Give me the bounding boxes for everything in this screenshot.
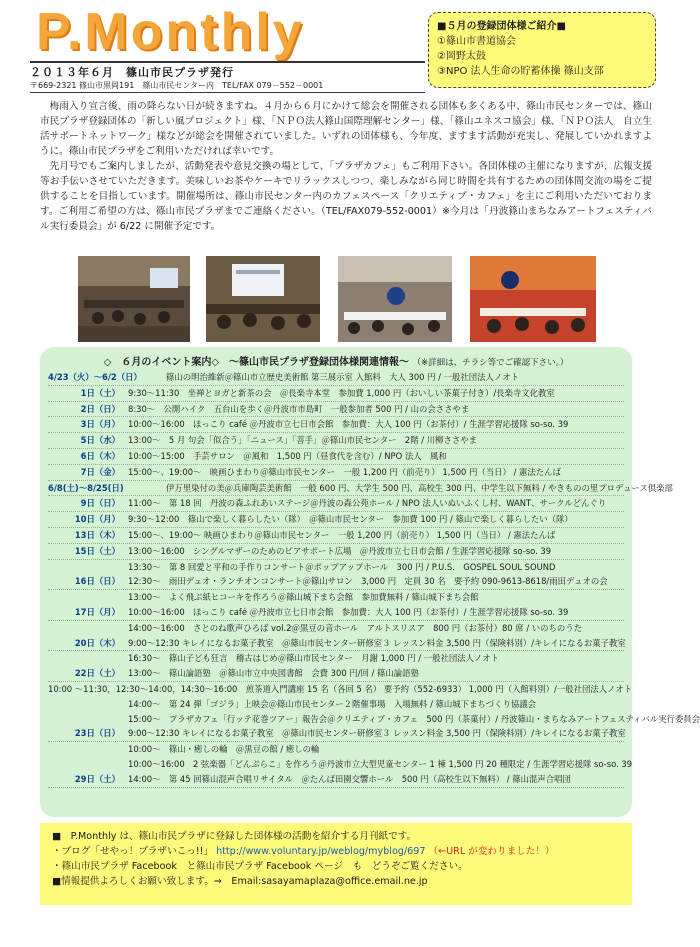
event-date: 15日（土） xyxy=(74,545,120,556)
event-date: 7日（金） xyxy=(80,466,120,477)
event-date: 17日（月） xyxy=(74,606,120,617)
meeting-photo xyxy=(470,256,596,342)
event-date: 22日（土） xyxy=(74,668,120,679)
event-details: 13:00～ 篠山論語塾 ＠篠山市立中央図書館 会費 300 円/回 / 篠山論語塾 xyxy=(128,668,419,679)
event-details: 9:30～12:00 篠山で楽しく暮らしたい（隊） ＠篠山市民センター 参加費 100 円 / 篠山で楽しく暮らしたい（隊） xyxy=(128,514,573,525)
event-row xyxy=(48,772,624,788)
event-row xyxy=(48,544,624,560)
event-details: 8:30～ 公開ハイク 五台山を歩く＠丹波市市島町 一般参加者 500 円 / 山の会ささやま xyxy=(128,403,470,414)
event-row xyxy=(48,560,624,575)
event-details: 15:00～、19:00～ 映画ひまわり＠篠山市民センター 一般 1,200 円（前売り） 1,500 円（当日） / 憲法たんば xyxy=(128,466,561,477)
event-row xyxy=(48,757,633,772)
event-row xyxy=(48,651,624,666)
event-date: 16日（日） xyxy=(74,576,120,587)
meeting-photo xyxy=(78,256,190,342)
event-row xyxy=(48,528,624,544)
event-details: 15:00～、19:00～ 映画ひまわり＠篠山市民センター 一般 1,200 円（前売り） 1,500 円（当日） / 憲法たんば xyxy=(128,529,556,540)
masthead-title: P.Monthly xyxy=(36,3,305,61)
event-details: 9:30～11:30 坐禅とヨガと新茶の会 ＠長楽寺本堂 参加費 1,000 円（おいしい茶菓子付き）/長楽寺文化教室 xyxy=(128,387,555,398)
address-line: 〒669-2321 篠山市黒岡191 篠山市民センター内 TEL/FAX 079－552－0001 xyxy=(30,81,324,90)
event-details: 13:00～ よく飛ぶ紙ヒコーキを作ろう＠篠山城下まち会館 参加費無料 / 篠山城下まち会館 xyxy=(128,592,479,603)
event-row xyxy=(48,726,624,742)
event-date: 10日（月） xyxy=(74,514,120,525)
event-row xyxy=(48,682,633,697)
event-details: 10:00 ～11:30，12:30～14:00，14:30～16:00 煎茶道入門講座 15 名（各回 5 名） 要予約（552-6933） 1,000 円（入館料別）/一般社団法人ノオト xyxy=(48,683,633,694)
event-date: 20日（木） xyxy=(74,637,120,648)
issue-line: ２０１３年６月 篠山市民プラザ発行 xyxy=(30,66,234,79)
events-heading xyxy=(48,353,624,368)
member-intro-box xyxy=(428,12,656,88)
member-item: ③NPO 法人生命の貯蓄体操 篠山支部 xyxy=(437,66,604,77)
event-date: 29日（土） xyxy=(74,773,120,784)
event-details: 13:30～ 第 8 回愛と平和の手作りコンサート＠ポップアップホール 300 円 / P.U.S. GOSPEL SOUL SOUND xyxy=(128,561,556,572)
events-panel xyxy=(40,347,700,817)
event-details: 11:00～ 第 18 回 丹波の森ふれあいステージ＠丹波の森公苑ホール / NPO 法人いぬいふくし村、WANT、サークルどんぐり xyxy=(128,498,607,509)
event-date: 23日（日） xyxy=(74,728,120,739)
blog-label: ・ブログ「せやっ！プラザいこっ!!」 xyxy=(52,846,213,857)
event-row xyxy=(48,590,624,605)
article-body xyxy=(40,99,652,234)
event-details: 14:00～16:00 さとのね歌声ひろば vol.2＠黒豆の音ホール アルトスリスア 800 円（お茶付）80 席 / いのちのうた xyxy=(128,622,583,633)
event-date: 4/23（火）～6/2（日） xyxy=(48,372,142,382)
events-note: （※詳細は、チラシ等でご確認下さい。） xyxy=(412,358,569,368)
event-details: 13:00～ 5 月 句会「似合う」「ニュース」「菩手」＠篠山市民センター 2階 / 川柳ささやま xyxy=(128,435,477,446)
event-row xyxy=(48,481,673,497)
event-date: 1日（土） xyxy=(80,387,120,398)
event-details: 10:00～16:00 ほっこり café ＠丹波市立七日市会館 参加費：大人 100 円（お茶付）/ 生涯学習応援隊 so-so. 39 xyxy=(128,606,569,617)
event-row xyxy=(48,621,624,636)
event-date: 3日（月） xyxy=(80,419,120,430)
event-details: 9:00～12:30 キレイになるお菓子教室 ＠篠山市民センター研修室３ レッスン料金 3,500 円（保険料別）/キレイになるお菓子教室 xyxy=(128,637,626,648)
event-details: 13:00～16:00 シングルマザーのためのピアサポート広場 ＠丹波市立七日市会館 / 生涯学習応援隊 so-so. 39 xyxy=(128,545,552,556)
events-list xyxy=(48,370,700,788)
event-details: 16:30～ 篠山子ども狂言 稽古はじめ＠篠山市民センター 月謝 1,000 円 / 一般社団法人ノオト xyxy=(128,653,500,664)
footer-facebook-line: ・篠山市民プラザ Facebook と篠山市民プラザ Facebook ページ も どうぞご覧ください。 xyxy=(52,861,468,872)
footer-box xyxy=(40,823,632,905)
event-details: 伊万里染付の美＠兵庫陶芸美術館 一般 600 円、大学生 500 円、高校生 300 円、中学生以下無料 / やきものの里プロデュース倶楽部 xyxy=(166,482,673,493)
event-row xyxy=(48,496,624,512)
event-row xyxy=(48,417,624,433)
meeting-photo xyxy=(206,256,320,342)
event-date: 6日（木） xyxy=(80,450,120,461)
events-title: ◇ ６月のイベント案内◇ ～篠山市民プラザ登録団体様関連情報～ xyxy=(103,357,410,368)
event-date: 9日（日） xyxy=(80,498,120,509)
article-paragraph: 梅雨入り宣言後、雨の降らない日が続きますね。４月から６月にかけて総会を開催される団体も多くある中、篠山市民センターでは、篠山市民プラザ登録団体の「新しい風プロジェクト」様、「ＮＰＯ法人篠山国際理解センター」様、「篠山ユネスコ協会」様、「ＮＰＯ法人 自立生活サポートネットワーク」様などが総会を開催されていました。いずれの団体様も、今年度、ますます活動が充実し、発展していかれますように。篠山市民プラザをご利用いただければ幸いです。 xyxy=(40,101,652,157)
event-details: 10:00～ 篠山・癒しの輪 ＠黒豆の館 / 癒しの輪 xyxy=(128,744,320,755)
footer-blog-line xyxy=(52,844,620,859)
event-date: 13日（木） xyxy=(74,529,120,540)
event-details: 10:00～16:00 ほっこり café ＠丹波市立七日市会館 参加費：大人 100 円（お茶付）/ 生涯学習応援隊 so-so. 39 xyxy=(128,419,569,430)
member-item: ①篠山市書道協会 xyxy=(437,36,516,47)
url-changed-note: （←URL が変わりました！） xyxy=(428,846,555,857)
meeting-photo xyxy=(338,256,452,342)
article-paragraph: 先月号でもご案内しましたが、活動発表や意見交換の場として、「プラザカフェ」もご利用下さい。各団体様の主催になりますが、広報支援等お手伝いさせていただきます。美味しいお茶やケーキでリラックスしつつ、楽しみながら同じ時間を共有するための団体間交流の場をご提供することを目指しています。開催場所は、篠山市民センター内のカフェスペース「クリエティブ・カフェ」を主にご利用いただいております。ご利用ご希望の方は、篠山市民プラザまでご連絡ください。（TEL/FAX079-552-0001）※今月は「丹波篠山まちなみアートフェスティバル実行委員会」が 6/22 に開催予定です。 xyxy=(40,161,652,232)
event-date: 6/8(土)～8/25(日) xyxy=(48,482,124,493)
event-row xyxy=(48,386,624,402)
event-row xyxy=(48,465,624,481)
footer-email-line: ■情報提供よろしくお願い致します。⇒ Email:sasayamaplaza@office.email.ne.jp xyxy=(52,876,428,887)
event-row xyxy=(48,605,624,621)
event-row xyxy=(48,402,624,418)
event-details: 10:00～16:00 2 弦楽器「どんぶらこ」を作ろう＠丹波市立大型児童センター 1 棟 1,500 円 20 種限定 / 生涯学習応援隊 so-so. 39 xyxy=(128,758,633,769)
event-row xyxy=(48,512,624,528)
event-row xyxy=(48,370,624,386)
address-rule xyxy=(30,92,425,93)
event-row xyxy=(48,433,624,449)
event-details: 12:30～ 雨田デュオ・ランチオンコンサート＠篠山サロン 3,000 円 定員 30 名 要予約 090-9613-8618/雨田デュオの会 xyxy=(128,576,608,587)
member-item: ②岡野太鼓 xyxy=(437,51,486,62)
event-row xyxy=(48,449,624,465)
event-details: 9:00～12:30 キレイになるお菓子教室 ＠篠山市民センター研修室３ レッスン料金 3,500 円（保険料別）/キレイになるお菓子教室 xyxy=(128,728,626,739)
event-details: 14:00～ 第 45 回篠山混声合唱リサイタル ＠たんば田園交響ホール 500 円（高校生以下無料） / 篠山混声合唱団 xyxy=(128,773,571,784)
event-row xyxy=(48,697,624,712)
event-details: 10:00～15:00 手芸サロン ＠風和 1,500 円（昼食代を含む）/ NPO 法人 風和 xyxy=(128,450,447,461)
event-details: 14:00～ 第 24 弾「ゴジラ」上映会＠篠山市民センター２階催事場 入場無料 / 篠山城下まちづくり協議会 xyxy=(128,698,536,709)
event-date: 5日（水） xyxy=(80,435,120,446)
event-row xyxy=(48,712,700,727)
event-row xyxy=(48,574,624,590)
event-row xyxy=(48,742,624,757)
event-details: 15:00～ プラザカフェ「行ッテ花巻ツアー」報告会＠クリエティブ・カフェ 500 円（茶菓付）/ 丹波篠山・まちなみアートフェスティバル実行委員会 xyxy=(128,713,700,724)
event-details: 篠山の明治維新＠篠山市立歴史美術館 第三展示室 入館料 大人 300 円 / 一般社団法人ノオト xyxy=(166,372,519,382)
event-date: 2日（日） xyxy=(80,403,120,414)
member-intro-heading: ■５月の登録団体様ご紹介■ xyxy=(437,21,566,32)
title-rule xyxy=(30,61,425,63)
blog-url-link[interactable]: http://www.voluntary.jp/weblog/myblog/697 xyxy=(216,846,426,857)
event-row xyxy=(48,636,624,652)
event-row xyxy=(48,666,624,682)
footer-description: ■ P.Monthly は、篠山市民プラザに登録した団体様の活動を紹介する月刊紙です。 xyxy=(52,831,417,842)
